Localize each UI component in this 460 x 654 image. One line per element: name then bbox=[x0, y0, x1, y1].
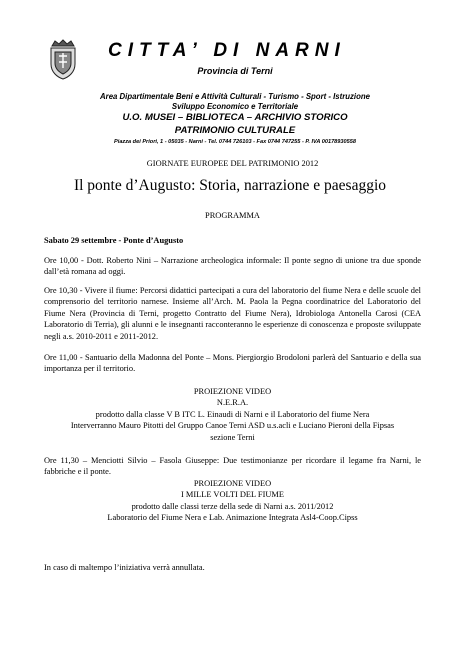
department-subline: Sviluppo Economico e Territoriale bbox=[171, 102, 299, 111]
program-item: Ore 11,00 - Santuario della Madonna del Ponte – Mons. Piergiorgio Brodoloni parlerà del Santuario e della sua importanza per il territorio. bbox=[44, 353, 421, 374]
city-title: CITTA’ DI NARNI bbox=[108, 40, 346, 61]
program-item: Ore 11,30 – Menciotti Silvio – Fasola Giuseppe: Due testimonianze per ricordare il legame fra Narni, le fabbriche e il ponte. bbox=[44, 456, 421, 477]
video-credit: prodotto dalla classe V B ITC L. Einaudi di Narni e il Laboratorio del fiume Nera bbox=[95, 409, 370, 419]
video-title: I MILLE VOLTI DEL FIUME bbox=[181, 490, 284, 500]
address-line: Piazza dei Priori, 1 - 05035 - Narni - Tel. 0744 726103 - Fax 0744 747255 - P. IVA 00178930558 bbox=[114, 139, 356, 145]
video-credit: prodotto dalle classi terze della sede di Narni a.s. 2011/2012 bbox=[131, 501, 334, 511]
program-item: Ore 10,00 - Dott. Roberto Nini – Narrazione archeologica informale: Il ponte segno di unione tra due sponde dall’età romana ad oggi. bbox=[44, 256, 421, 277]
video-credit: Laboratorio del Fiume Nera e Lab. Animazione Integrata Asl4-Coop.Cipss bbox=[107, 513, 358, 523]
video-heading: PROIEZIONE VIDEO bbox=[193, 479, 272, 488]
video-heading: PROIEZIONE VIDEO bbox=[193, 387, 272, 396]
event-title: Il ponte d’Augusto: Storia, narrazione e paesaggio bbox=[73, 177, 387, 194]
department-line: Area Dipartimentale Beni e Attività Culturali - Turismo - Sport - Istruzione bbox=[100, 92, 370, 101]
video-block bbox=[44, 478, 421, 524]
office-line: U.O. MUSEI – BIBLIOTECA – ARCHIVIO STORICO bbox=[122, 112, 348, 123]
video-credit: sezione Terni bbox=[210, 432, 255, 442]
program-item: Ore 10,30 - Vivere il fiume: Percorsi didattici partecipati a cura del laboratorio del fiume Nera e delle scuole del comprensorio del territorio narnese. Insieme all’Arch. M. Paola la Pegna coordinatrice del Laboratorio del Fiume Nera (Provincia di Terni, progetto Contratto del Fiume Nera), Idrobiologa Antonella Carosi (CEA Laboratorio di Terria), gli alunni e le insegnanti racconteranno le esperienze di conoscenza e proposte sviluppate negli a.s. 2010-2011 e 2011-2012. bbox=[44, 286, 421, 341]
video-title: N.E.R.A. bbox=[216, 398, 249, 408]
event-date: Sabato 29 settembre - Ponte d’Augusto bbox=[44, 236, 184, 245]
heritage-line: PATRIMONIO CULTURALE bbox=[174, 125, 296, 136]
program-heading: PROGRAMMA bbox=[205, 211, 260, 220]
video-credit: Interverranno Mauro Pitotti del Gruppo Canoe Terni ASD u.s.acli e Luciano Pieroni della Fipsas bbox=[70, 421, 395, 431]
event-series: GIORNATE EUROPEE DEL PATRIMONIO 2012 bbox=[146, 159, 319, 168]
video-block bbox=[44, 386, 421, 443]
cancellation-note: In caso di maltempo l’iniziativa verrà annullata. bbox=[44, 563, 205, 572]
province-label: Provincia di Terni bbox=[197, 66, 273, 76]
